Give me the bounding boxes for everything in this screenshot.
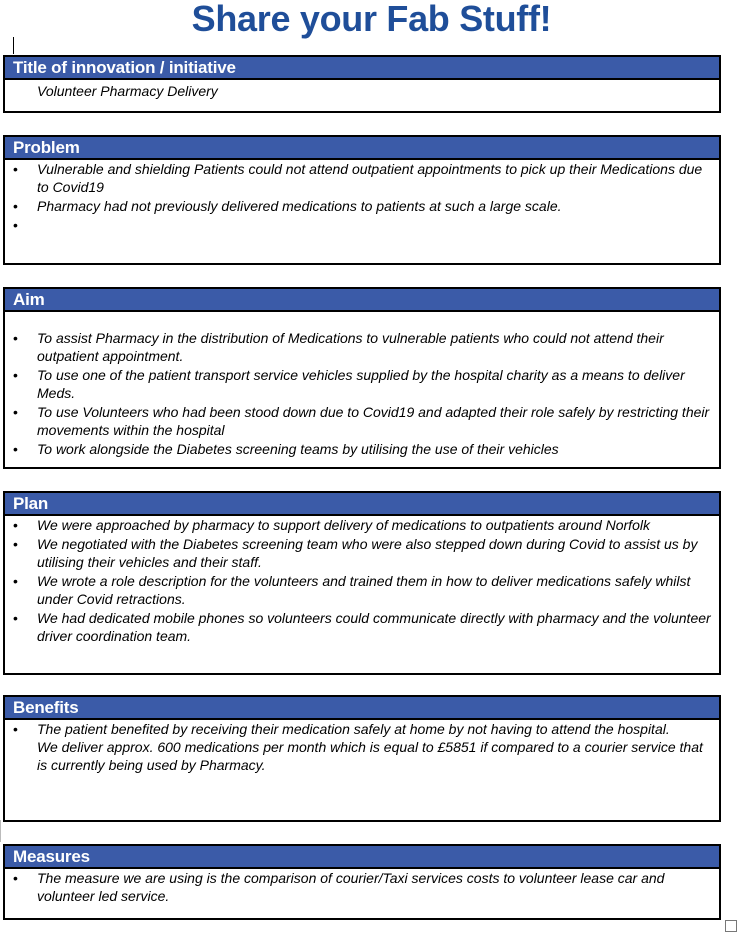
section-plan-heading: Plan [5,493,719,516]
measures-body[interactable] [5,869,719,905]
aim-body[interactable] [5,312,719,458]
benefits-item [37,720,711,774]
problem-body[interactable] [5,160,719,234]
aim-item: • To use one of the patient transport service vehicles supplied by the hospital charity as a means to deliver Meds. [37,366,711,402]
margin-line [0,820,1,842]
plan-item: • We had dedicated mobile phones so volunteers could communicate directly with pharmacy and the volunteer driver coordination team. [37,609,711,645]
problem-item: • Pharmacy had not previously delivered medications to patients at such a large scale. [37,197,711,215]
plan-item: • We negotiated with the Diabetes screening team who were also stepped down during Covid to assist us by utilising their vehicles and their staff. [37,535,711,571]
resize-handle-icon[interactable] [725,920,737,932]
problem-item: • Vulnerable and shielding Patients could not attend outpatient appointments to pick up their Medications due to Covid19 [37,160,711,196]
problem-item [37,216,711,234]
benefits-body[interactable] [5,720,719,774]
aim-item: • To work alongside the Diabetes screening teams by utilising the use of their vehicles [37,440,711,458]
plan-body[interactable] [5,516,719,645]
innovation-title-value[interactable]: Volunteer Pharmacy Delivery [37,83,218,99]
section-problem-heading: Problem [5,137,719,160]
section-measures-heading: Measures [5,846,719,869]
plan-item: • We were approached by pharmacy to support delivery of medications to outpatients around Norfolk [37,516,711,534]
text-cursor [13,37,14,54]
aim-item: • To assist Pharmacy in the distribution of Medications to vulnerable patients who could not attend their outpatient appointment. [37,329,711,365]
benefits-line: We deliver approx. 600 medications per month which is equal to £5851 if compared to a courier service that is currently being used by Pharmacy. [37,739,703,773]
section-measures [3,844,721,920]
plan-item: • We wrote a role description for the volunteers and trained them in how to deliver medications safely whilst under Covid retractions. [37,572,711,608]
benefits-line: The patient benefited by receiving their medication safely at home by not having to attend the hospital. [37,721,670,737]
page-title: Share your Fab Stuff! [191,0,552,39]
section-benefits-heading: Benefits [5,697,719,720]
section-title [3,55,721,113]
section-aim [3,287,721,469]
section-problem [3,135,721,265]
section-benefits [3,695,721,822]
section-aim-heading: Aim [5,289,719,312]
section-title-heading: Title of innovation / initiative [5,57,719,80]
section-plan [3,491,721,675]
measures-item: • The measure we are using is the comparison of courier/Taxi services costs to volunteer lease car and volunteer led service. [37,869,711,905]
aim-item: • To use Volunteers who had been stood down due to Covid19 and adapted their role safely by restricting their movements within the hospital [37,403,711,439]
